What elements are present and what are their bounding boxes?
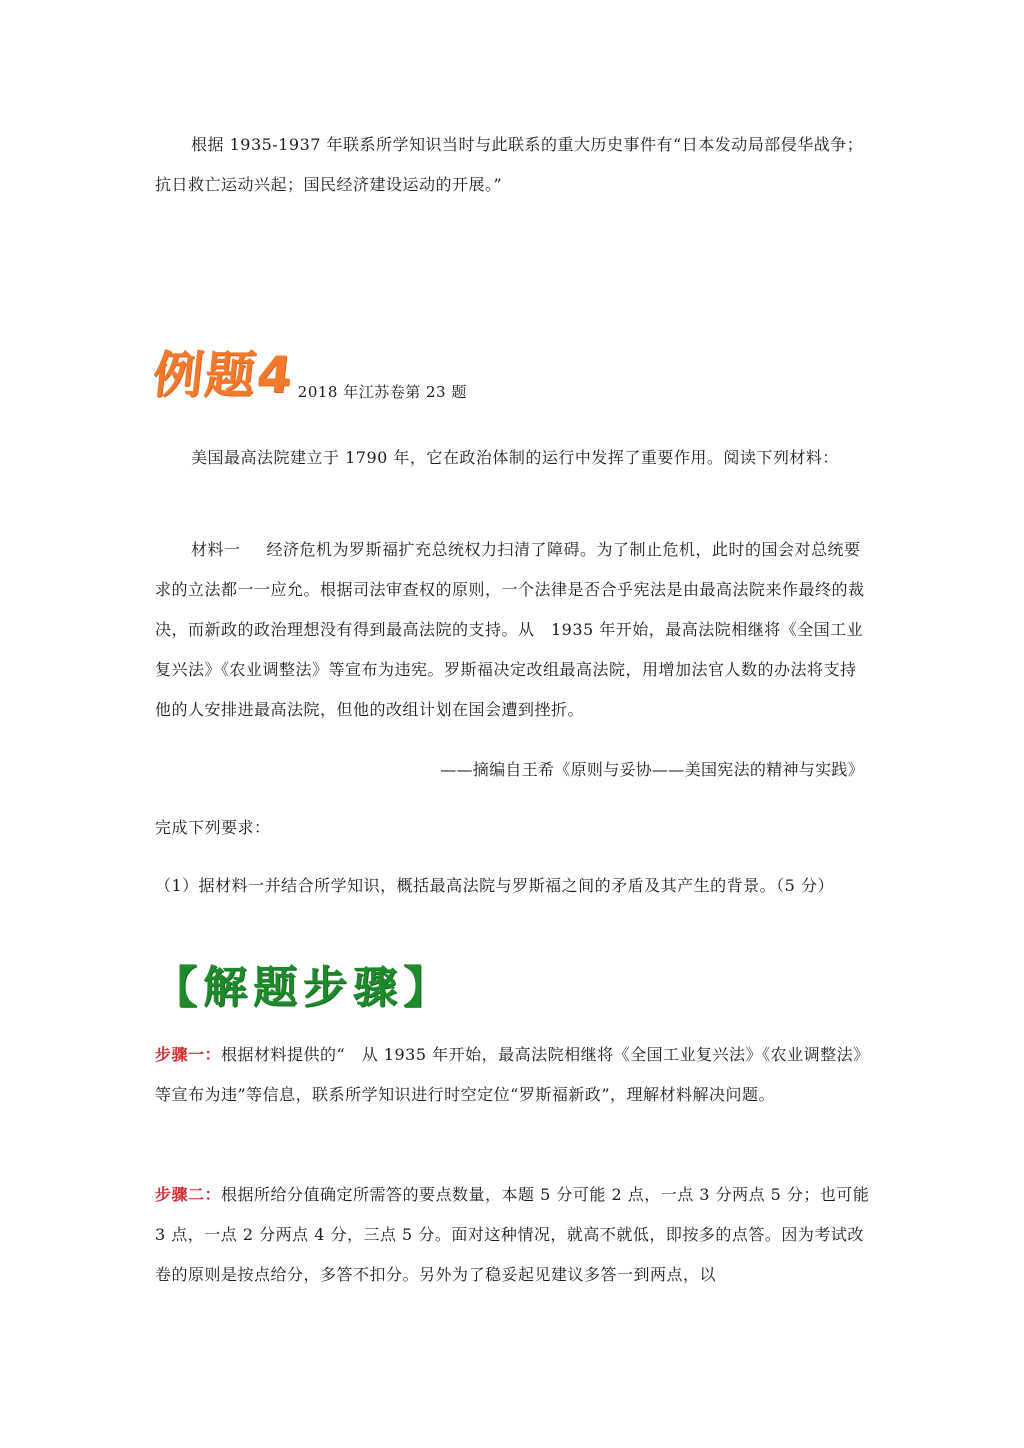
example-heading	[149, 346, 467, 404]
step-one-label: 步骤一：	[155, 1045, 222, 1064]
intro-paragraph: 根据 1935-1937 年联系所学知识当时与此联系的重大历史事件有“日本发动局部侵华战争；抗日救亡运动兴起；国民经济建设运动的开展。”	[155, 135, 864, 194]
material-paragraph	[155, 530, 870, 730]
step-one-paragraph	[155, 1035, 870, 1115]
step-two-label: 步骤二：	[155, 1185, 222, 1204]
material-label: 材料一	[191, 540, 241, 559]
subquestion-1: （1）据材料一并结合所学知识，概括最高法院与罗斯福之间的矛盾及其产生的背景。（5 分）	[155, 876, 834, 895]
step-two-paragraph	[155, 1175, 870, 1295]
step-two-text: 根据所给分值确定所需答的要点数量，本题 5 分可能 2 点，一点 3 分两点 5 分；也可能 3 点，一点 2 分两点 4 分，三点 5 分。面对这种情况，就高不就低，即按多的点答。因为考试改卷的原则是按点给分，多答不扣分。另外为了稳妥起见建议多答一到两点，以	[155, 1185, 870, 1284]
question-intro: 美国最高法院建立于 1790 年，它在政治体制的运行中发挥了重要作用。阅读下列材料：	[191, 448, 839, 467]
material-citation: ——摘编自王希《原则与妥协——美国宪法的精神与实践》	[440, 760, 864, 779]
example-badge: 例题4	[149, 346, 297, 404]
step-one-text: 根据材料提供的“ 从 1935 年开始，最高法院相继将《全国工业复兴法》《农业调整法》等宣布为违”等信息，联系所学知识进行时空定位“罗斯福新政”，理解材料解决问题。	[155, 1045, 870, 1104]
example-source: 2018 年江苏卷第 23 题	[297, 383, 467, 401]
material-text: 经济危机为罗斯福扩充总统权力扫清了障碍。为了制止危机，此时的国会对总统要求的立法都一一应允。根据司法审查权的原则，一个法律是否合乎宪法是由最高法院来作最终的裁决，而新政的政治理想没有得到最高法院的支持。从 1935 年开始，最高法院相继将《全国工业复兴法》《农业调整法》等宣布为违宪。罗斯福决定改组最高法院，用增加法官人数的办法将支持他的人安排进最高法院，但他的改组计划在国会遭到挫折。	[155, 540, 865, 719]
instruction: 完成下列要求：	[155, 818, 271, 837]
steps-heading: 【解题步骤】	[153, 962, 453, 1013]
